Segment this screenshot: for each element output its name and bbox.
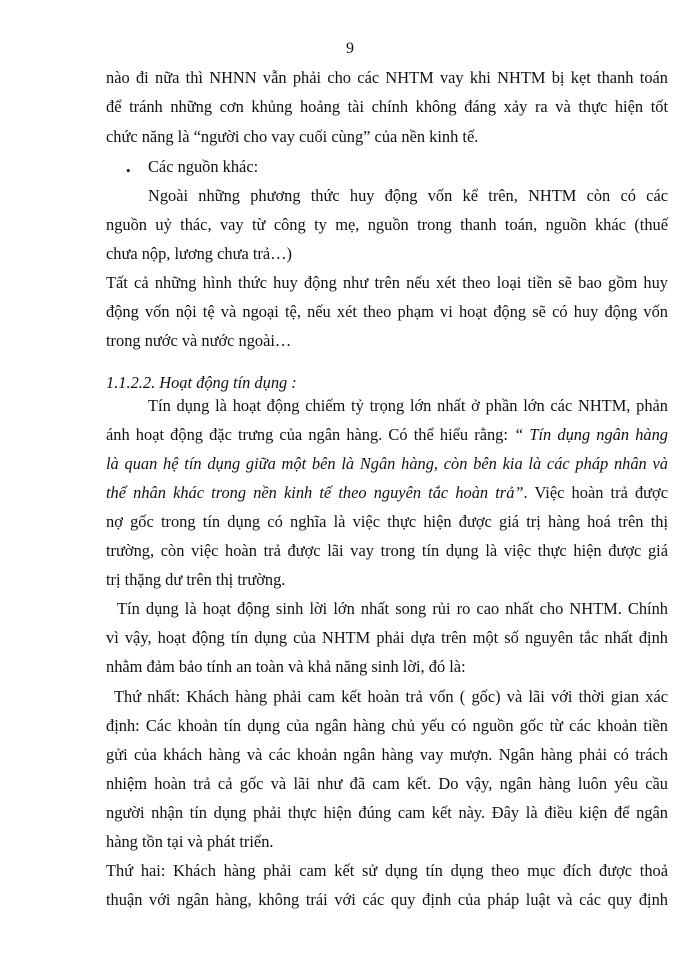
paragraph-line [106, 424, 668, 446]
paragraph-line: Tất cả những hình thức huy động như trên nếu xét theo loại tiền sẽ bao gồm huy [106, 273, 668, 292]
paragraph-line: nguồn uỷ thác, vay từ công ty mẹ, nguồn trong thanh toán, nguồn khác (thuế [106, 215, 668, 234]
paragraph-line [106, 453, 668, 475]
paragraph-line [106, 482, 668, 504]
paragraph-line: nhiệm hoàn trả cả gốc và lãi như đã cam kết. Do vậy, ngân hàng luôn yêu cầu [106, 774, 668, 793]
paragraph-line: nợ gốc trong tín dụng có nghĩa là việc thực hiện được giá trị hàng hoá trên thị [106, 512, 668, 531]
quote-span: thể nhân khác trong nền kinh tế theo nguyên tắc hoàn trả” [106, 483, 524, 502]
paragraph-line: động vốn nội tệ và ngoại tệ, nếu xét theo phạm vi hoạt động sẽ có huy động vốn [106, 302, 668, 321]
paragraph-line: chức năng là “người cho vay cuối cùng” của nền kinh tế. [106, 127, 479, 146]
quote-span: “ Tín dụng ngân hàng [514, 425, 669, 444]
paragraph-line: hàng tồn tại và phát triển. [106, 832, 274, 851]
section-heading: 1.1.2.2. Hoạt động tín dụng : [106, 373, 297, 392]
bullet-label: Các nguồn khác: [148, 157, 259, 176]
paragraph-line: Thứ hai: Khách hàng phải cam kết sử dụng tín dụng theo mục đích được thoả [106, 861, 668, 880]
text-span: . Việc hoàn trả được [523, 483, 668, 502]
paragraph-line: thuận với ngân hàng, không trái với các quy định của pháp luật và các quy định [106, 890, 668, 909]
paragraph-line: Tín dụng là hoạt động chiếm tỷ trọng lớn nhất ở phần lớn các NHTM, phản [148, 396, 668, 415]
paragraph-line: nhằm đảm bảo tính an toàn và khả năng sinh lời, đó là: [106, 657, 466, 676]
paragraph-line: Ngoài những phương thức huy động vốn kể trên, NHTM còn có các [148, 186, 668, 205]
paragraph-line: vì vậy, hoạt động tín dụng của NHTM phải dựa trên một số nguyên tắc nhất định [106, 628, 668, 647]
paragraph-line: nào đi nữa thì NHNN vẫn phải cho các NHTM vay khi NHTM bị kẹt thanh toán [106, 68, 668, 87]
paragraph-line: để tránh những cơn khủng hoảng tài chính không đáng xảy ra và thực hiện tốt [106, 97, 668, 116]
paragraph-line: chưa nộp, lương chưa trả…) [106, 244, 292, 263]
page-number: 9 [346, 40, 354, 57]
quote-span: là quan hệ tín dụng giữa một bên là Ngân hàng, còn bên kia là các pháp nhân và [106, 454, 668, 473]
bullet-icon: • [126, 163, 131, 178]
paragraph-line: trong nước và nước ngoài… [106, 331, 292, 350]
paragraph-line: người nhận tín dụng phải thực hiện đúng cam kết này. Đây là điều kiện để ngân [106, 803, 668, 822]
paragraph-line: gửi của khách hàng và các khoản ngân hàng vay mượn. Ngân hàng phải có trách [106, 745, 668, 764]
paragraph-line: định: Các khoản tín dụng của ngân hàng chủ yếu có nguồn gốc từ các khoản tiền [106, 716, 668, 735]
paragraph-line: trường, còn việc hoàn trả được lãi vay trong tín dụng là việc thực hiện được giá [106, 541, 668, 560]
text-span: ánh hoạt động đặc trưng của ngân hàng. Có thể hiểu rằng: [106, 425, 508, 444]
paragraph-line: Tín dụng là hoạt động sinh lời lớn nhất song rủi ro cao nhất cho NHTM. Chính [117, 599, 668, 618]
paragraph-line: trị thặng dư trên thị trường. [106, 570, 286, 589]
paragraph-line: Thứ nhất: Khách hàng phải cam kết hoàn trả vốn ( gốc) và lãi với thời gian xác [114, 687, 668, 706]
